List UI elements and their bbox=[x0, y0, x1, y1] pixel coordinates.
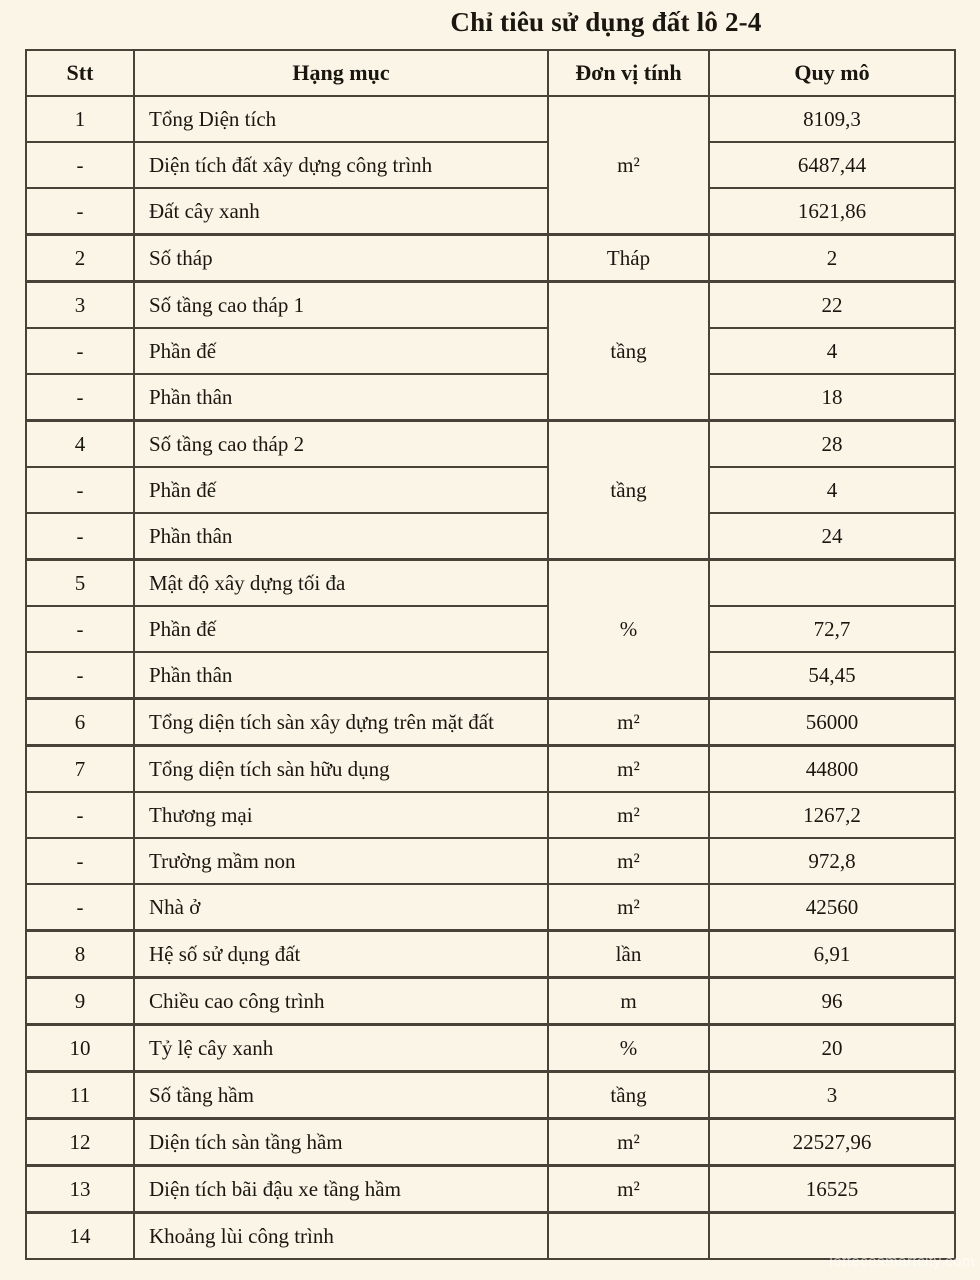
row-item: Thương mại bbox=[134, 792, 548, 838]
table-row bbox=[26, 328, 955, 374]
table-row bbox=[26, 606, 955, 652]
row-item: Số tầng hầm bbox=[134, 1072, 548, 1119]
watermark-text: lottecosmartcity.com bbox=[829, 1253, 975, 1270]
row-stt: 9 bbox=[26, 978, 134, 1025]
row-value: 96 bbox=[709, 978, 955, 1025]
row-value: 2 bbox=[709, 235, 955, 282]
row-item: Diện tích sàn tầng hầm bbox=[134, 1119, 548, 1166]
row-item: Diện tích đất xây dựng công trình bbox=[134, 142, 548, 188]
row-stt: 1 bbox=[26, 96, 134, 142]
table-row bbox=[26, 1025, 955, 1072]
row-stt: 3 bbox=[26, 282, 134, 329]
row-unit: m² bbox=[548, 746, 709, 793]
table-row bbox=[26, 142, 955, 188]
row-item: Tỷ lệ cây xanh bbox=[134, 1025, 548, 1072]
row-item: Phần đế bbox=[134, 467, 548, 513]
table-row bbox=[26, 978, 955, 1025]
column-header-stt: Stt bbox=[26, 50, 134, 96]
row-stt: - bbox=[26, 652, 134, 699]
row-unit: m² bbox=[548, 96, 709, 235]
table-row bbox=[26, 699, 955, 746]
row-item: Phần thân bbox=[134, 513, 548, 560]
row-unit: m² bbox=[548, 699, 709, 746]
table-row bbox=[26, 746, 955, 793]
row-item: Đất cây xanh bbox=[134, 188, 548, 235]
row-stt: - bbox=[26, 838, 134, 884]
row-value: 54,45 bbox=[709, 652, 955, 699]
row-stt: 6 bbox=[26, 699, 134, 746]
row-stt: 7 bbox=[26, 746, 134, 793]
row-value: 16525 bbox=[709, 1166, 955, 1213]
row-stt: 13 bbox=[26, 1166, 134, 1213]
row-unit: m bbox=[548, 978, 709, 1025]
row-stt: - bbox=[26, 374, 134, 421]
row-item: Hệ số sử dụng đất bbox=[134, 931, 548, 978]
row-value: 24 bbox=[709, 513, 955, 560]
row-value bbox=[709, 560, 955, 607]
row-value: 20 bbox=[709, 1025, 955, 1072]
row-stt: - bbox=[26, 328, 134, 374]
table-row bbox=[26, 1213, 955, 1260]
table-row bbox=[26, 467, 955, 513]
row-value: 72,7 bbox=[709, 606, 955, 652]
column-header-value: Quy mô bbox=[709, 50, 955, 96]
row-unit: m² bbox=[548, 1119, 709, 1166]
row-value: 42560 bbox=[709, 884, 955, 931]
row-stt: 2 bbox=[26, 235, 134, 282]
row-unit: % bbox=[548, 1025, 709, 1072]
row-item: Mật độ xây dựng tối đa bbox=[134, 560, 548, 607]
row-stt: - bbox=[26, 142, 134, 188]
table-row bbox=[26, 884, 955, 931]
land-use-table bbox=[25, 49, 956, 1260]
row-item: Tổng Diện tích bbox=[134, 96, 548, 142]
row-item: Số tầng cao tháp 1 bbox=[134, 282, 548, 329]
row-stt: 14 bbox=[26, 1213, 134, 1260]
table-row bbox=[26, 931, 955, 978]
row-unit: m² bbox=[548, 792, 709, 838]
row-stt: 5 bbox=[26, 560, 134, 607]
row-item: Trường mầm non bbox=[134, 838, 548, 884]
row-unit: tầng bbox=[548, 282, 709, 421]
table-row bbox=[26, 838, 955, 884]
table-row bbox=[26, 792, 955, 838]
row-item: Tổng diện tích sàn xây dựng trên mặt đất bbox=[134, 699, 548, 746]
row-item: Nhà ở bbox=[134, 884, 548, 931]
table-row bbox=[26, 421, 955, 468]
row-item: Khoảng lùi công trình bbox=[134, 1213, 548, 1260]
row-stt: - bbox=[26, 467, 134, 513]
row-value: 3 bbox=[709, 1072, 955, 1119]
table-row bbox=[26, 235, 955, 282]
row-stt: - bbox=[26, 188, 134, 235]
page-title: Chỉ tiêu sử dụng đất lô 2-4 bbox=[450, 7, 762, 37]
row-item: Số tháp bbox=[134, 235, 548, 282]
row-item: Số tầng cao tháp 2 bbox=[134, 421, 548, 468]
header-row bbox=[26, 50, 955, 96]
row-value: 28 bbox=[709, 421, 955, 468]
row-unit: m² bbox=[548, 1166, 709, 1213]
table-header bbox=[26, 50, 955, 96]
row-value: 44800 bbox=[709, 746, 955, 793]
row-stt: - bbox=[26, 606, 134, 652]
row-unit: tầng bbox=[548, 421, 709, 560]
table-row bbox=[26, 282, 955, 329]
column-header-item: Hạng mục bbox=[134, 50, 548, 96]
table-body bbox=[26, 96, 955, 1259]
row-value: 8109,3 bbox=[709, 96, 955, 142]
row-value: 22527,96 bbox=[709, 1119, 955, 1166]
row-value: 4 bbox=[709, 328, 955, 374]
row-unit: tầng bbox=[548, 1072, 709, 1119]
row-stt: - bbox=[26, 884, 134, 931]
row-value: 6487,44 bbox=[709, 142, 955, 188]
row-value: 56000 bbox=[709, 699, 955, 746]
row-stt: 10 bbox=[26, 1025, 134, 1072]
row-unit: lần bbox=[548, 931, 709, 978]
row-value: 18 bbox=[709, 374, 955, 421]
table-row bbox=[26, 560, 955, 607]
row-item: Phần đế bbox=[134, 606, 548, 652]
row-item: Phần thân bbox=[134, 652, 548, 699]
row-unit: Tháp bbox=[548, 235, 709, 282]
row-stt: 12 bbox=[26, 1119, 134, 1166]
row-stt: 8 bbox=[26, 931, 134, 978]
row-value: 6,91 bbox=[709, 931, 955, 978]
row-unit: % bbox=[548, 560, 709, 699]
row-item: Chiều cao công trình bbox=[134, 978, 548, 1025]
row-item: Phần thân bbox=[134, 374, 548, 421]
table-row bbox=[26, 513, 955, 560]
row-value: 4 bbox=[709, 467, 955, 513]
row-value: 1267,2 bbox=[709, 792, 955, 838]
row-unit bbox=[548, 1213, 709, 1260]
table-row bbox=[26, 652, 955, 699]
table-row bbox=[26, 374, 955, 421]
row-unit: m² bbox=[548, 838, 709, 884]
row-value: 22 bbox=[709, 282, 955, 329]
row-value: 972,8 bbox=[709, 838, 955, 884]
row-item: Phần đế bbox=[134, 328, 548, 374]
row-stt: 11 bbox=[26, 1072, 134, 1119]
row-item: Diện tích bãi đậu xe tầng hầm bbox=[134, 1166, 548, 1213]
row-stt: - bbox=[26, 513, 134, 560]
table-row bbox=[26, 1166, 955, 1213]
table-row bbox=[26, 188, 955, 235]
table-row bbox=[26, 96, 955, 142]
row-value: 1621,86 bbox=[709, 188, 955, 235]
row-value bbox=[709, 1213, 955, 1260]
row-stt: 4 bbox=[26, 421, 134, 468]
table-row bbox=[26, 1072, 955, 1119]
table-row bbox=[26, 1119, 955, 1166]
column-header-unit: Đơn vị tính bbox=[548, 50, 709, 96]
row-stt: - bbox=[26, 792, 134, 838]
row-item: Tổng diện tích sàn hữu dụng bbox=[134, 746, 548, 793]
row-unit: m² bbox=[548, 884, 709, 931]
